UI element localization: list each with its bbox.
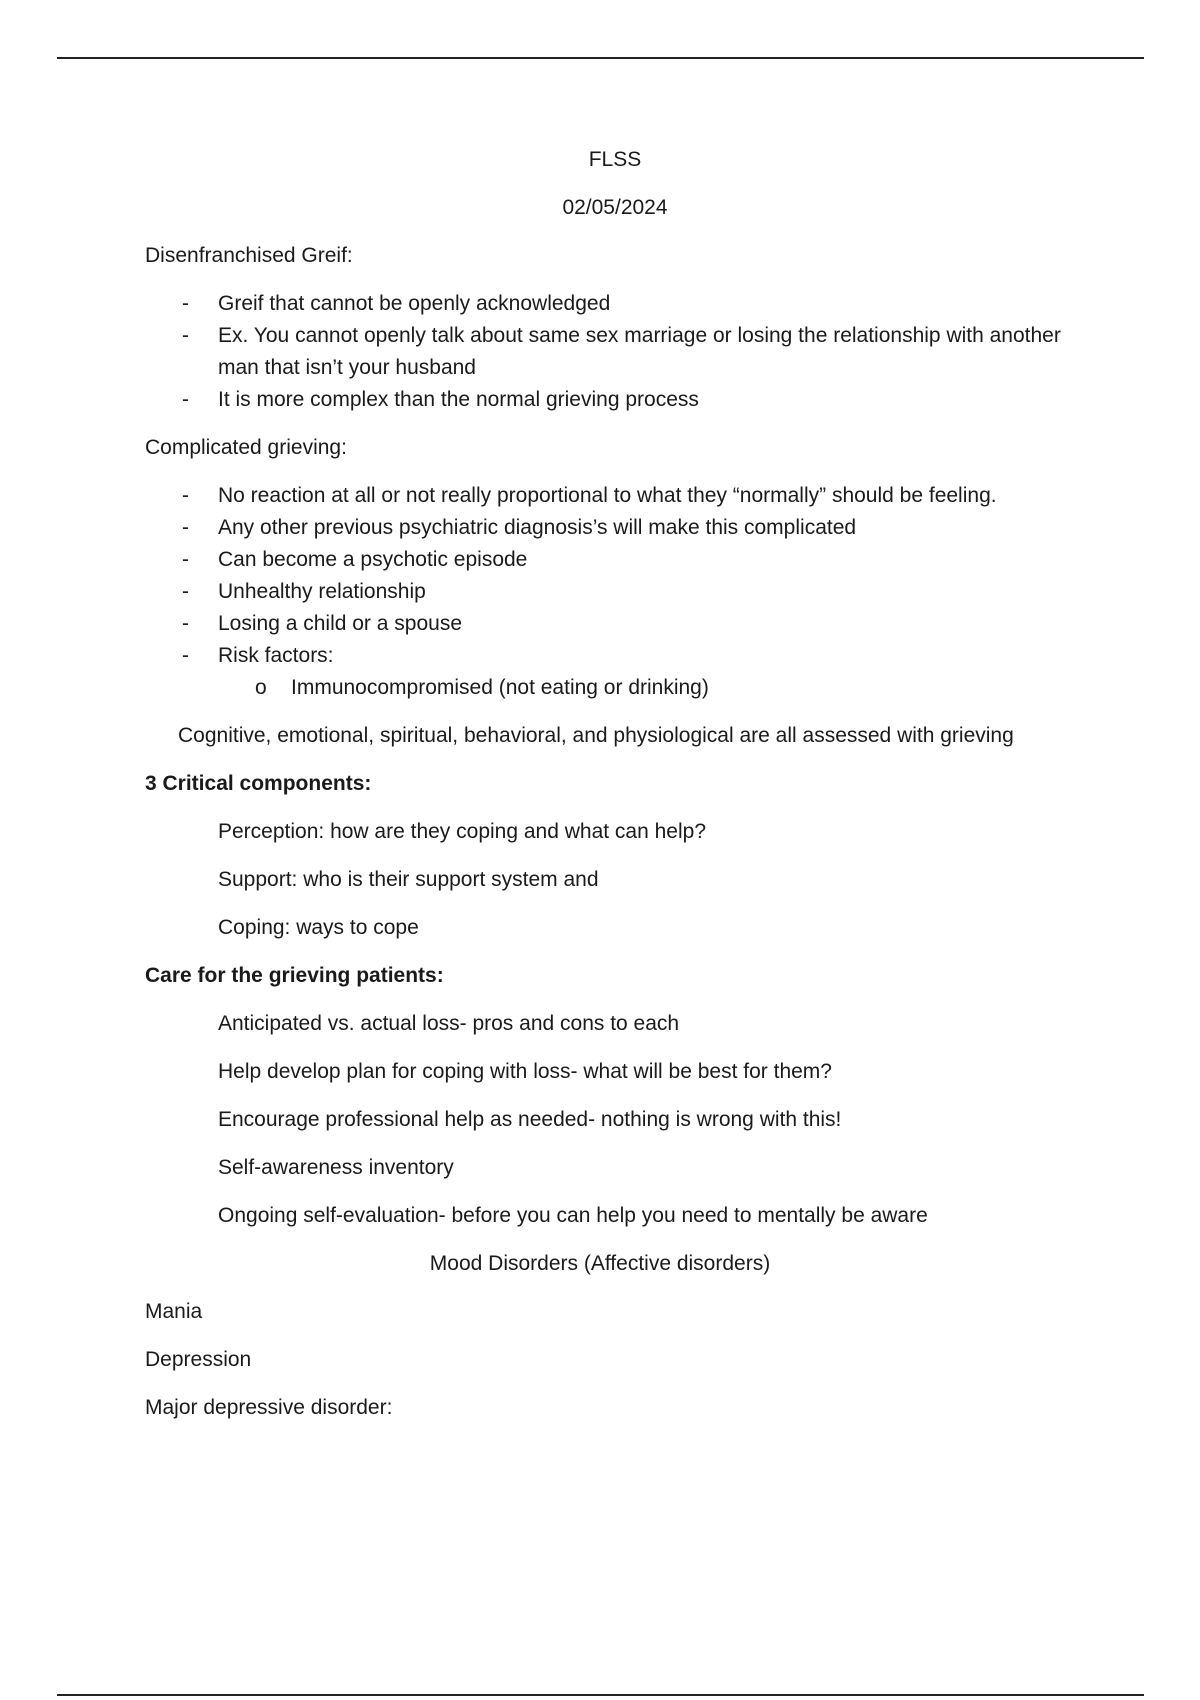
list-item — [145, 640, 1085, 704]
care-item: Anticipated vs. actual loss- pros and cons to each — [218, 1012, 680, 1035]
critical-item: Perception: how are they coping and what can help? — [218, 820, 706, 843]
assessment-note: Cognitive, emotional, spiritual, behavioral, and physiological are all assessed with grieving — [178, 724, 1014, 747]
mood-item: Depression — [145, 1348, 252, 1371]
disenfranchised-list — [145, 288, 1085, 416]
list-item: - Any other previous psychiatric diagnosis’s will make this complicated — [145, 512, 1085, 544]
risk-factors-sublist — [218, 672, 1085, 704]
list-item: - Can become a psychotic episode — [145, 544, 1085, 576]
mood-disorders-title: Mood Disorders (Affective disorders) — [429, 1252, 771, 1275]
care-item: Self-awareness inventory — [218, 1156, 454, 1179]
critical-item: Coping: ways to cope — [218, 916, 419, 939]
care-item: Ongoing self-evaluation- before you can help you need to mentally be aware — [218, 1204, 928, 1227]
list-item: - Losing a child or a spouse — [145, 608, 1085, 640]
critical-heading: 3 Critical components: — [145, 772, 372, 795]
list-item: - It is more complex than the normal grieving process — [145, 384, 1085, 416]
list-item: - Greif that cannot be openly acknowledged — [145, 288, 1085, 320]
list-item: - Unhealthy relationship — [145, 576, 1085, 608]
list-item: - Ex. You cannot openly talk about same sex marriage or losing the relationship with another man that isn’t your husband — [145, 320, 1085, 384]
course-title: FLSS — [588, 148, 642, 171]
top-rule — [57, 57, 1144, 59]
care-item: Encourage professional help as needed- nothing is wrong with this! — [218, 1108, 842, 1131]
bottom-rule — [57, 1694, 1144, 1696]
care-item: Help develop plan for coping with loss- what will be best for them? — [218, 1060, 832, 1083]
sub-list-item: o Immunocompromised (not eating or drinking) — [218, 672, 1085, 704]
risk-factors-label: Risk factors: — [218, 644, 334, 667]
document-date: 02/05/2024 — [562, 196, 668, 219]
disenfranchised-heading: Disenfranchised Greif: — [145, 244, 353, 267]
complicated-heading: Complicated grieving: — [145, 436, 347, 459]
document-body — [145, 144, 1085, 1440]
critical-item: Support: who is their support system and — [218, 868, 599, 891]
complicated-list — [145, 480, 1085, 704]
mood-item: Major depressive disorder: — [145, 1396, 393, 1419]
list-item: - No reaction at all or not really proportional to what they “normally” should be feeling. — [145, 480, 1085, 512]
care-heading: Care for the grieving patients: — [145, 964, 444, 987]
mood-item: Mania — [145, 1300, 203, 1323]
